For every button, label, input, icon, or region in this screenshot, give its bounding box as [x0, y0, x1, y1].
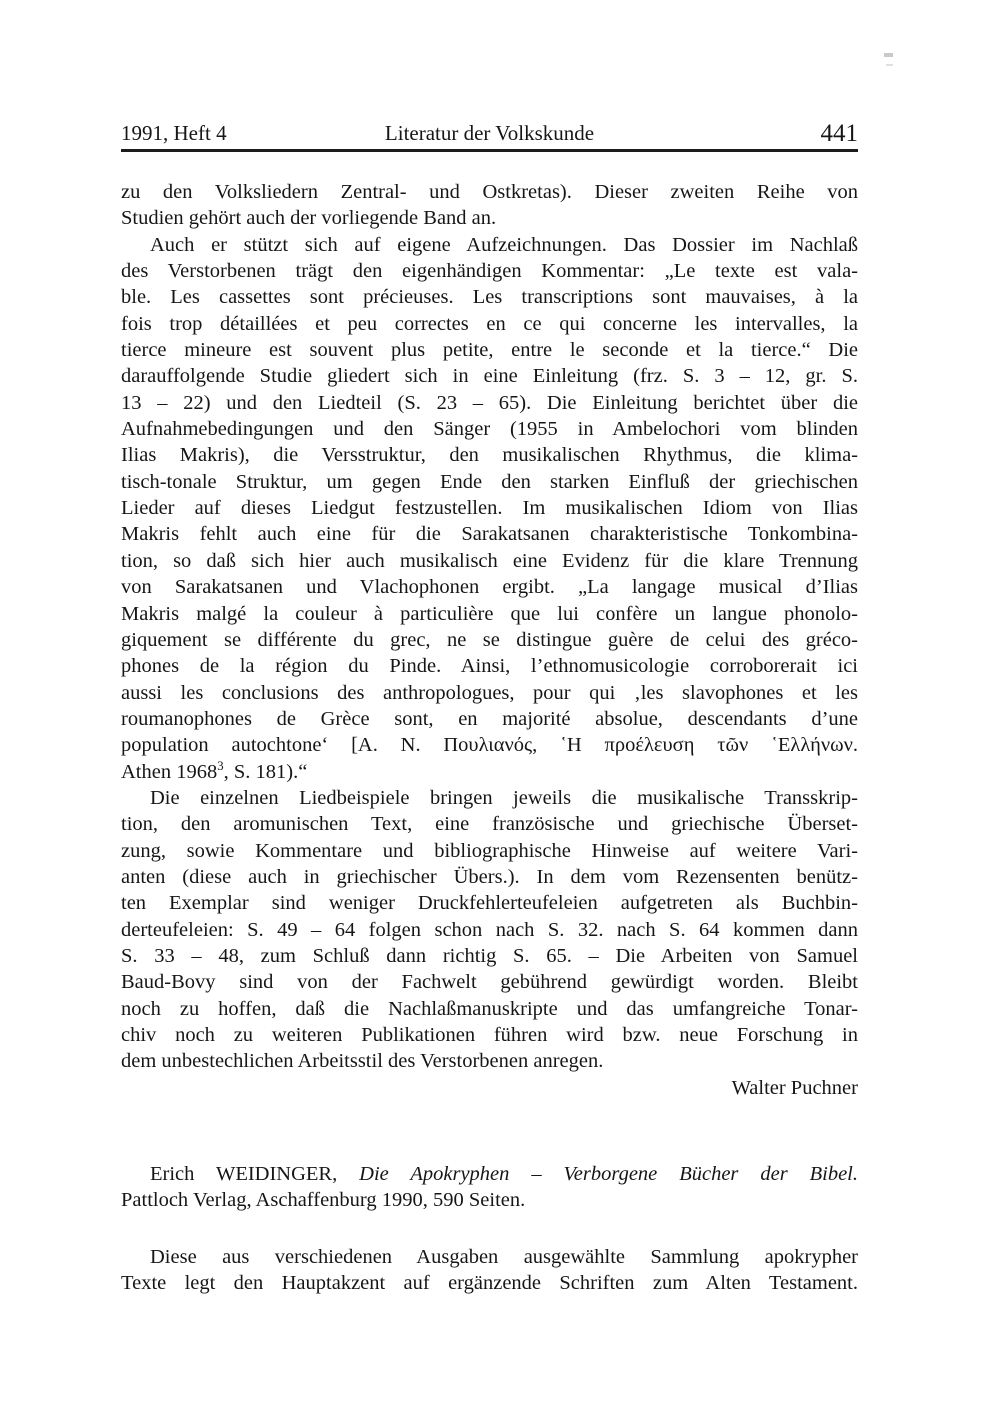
scan-artifact [884, 53, 893, 57]
signature-line: Walter Puchner [731, 1076, 858, 1099]
text-line: Makris malgé la couleur à particulière que lui confère un langue phonolo- [121, 602, 858, 625]
scan-artifact [886, 64, 893, 66]
text-line: Diese aus verschiedenen Ausgaben ausgewählte Sammlung apokrypher [150, 1245, 858, 1268]
page-header [121, 120, 858, 146]
text-line: chiv noch zu weiteren Publikationen führen wird bzw. neue Forschung in [121, 1024, 858, 1046]
text-line: Baud-Bovy sind von der Fachwelt gebührend gewürdigt worden. Bleibt [121, 971, 858, 994]
text-line: phones de la région du Pinde. Ainsi, l’ethnomusicologie corroborerait ici [121, 655, 858, 678]
text-line: Athen 1968$^3$, S. 181).“ [121, 758, 308, 783]
text-line: zung, sowie Kommentare und bibliographische Hinweise auf weitere Vari- [121, 839, 858, 862]
text-column [121, 179, 858, 1296]
text-line: anten (diese auch in griechischer Übers.). In dem vom Rezensenten benütz- [121, 865, 858, 888]
header-rule [121, 149, 858, 152]
text-line: ten Exemplar sind weniger Druckfehlerteufeleien aufgetreten als Buchbin- [121, 892, 858, 915]
text-line: aussi les conclusions des anthropologues, pour qui ‚les slavophones et les [121, 681, 858, 704]
text-line: tisch-tonale Struktur, um gegen Ende den starken Einfluß der griechischen [121, 470, 858, 493]
header-page-number: 441 [820, 120, 858, 147]
text-line: Makris fehlt auch eine für die Sarakatsanen charakteristische Tonkombina- [121, 523, 858, 546]
text-line: Studien gehört auch der vorliegende Band an. [121, 207, 497, 230]
text-line: Erich WEIDINGER, Die Apokryphen – Verborgene Bücher der Bibel. [150, 1163, 858, 1186]
text-line: Ilias Makris), die Versstruktur, den musikalischen Rhythmus, die klima- [121, 444, 858, 467]
text-line: tion, den aromunischen Text, eine französische und griechische Überset- [121, 813, 858, 836]
text-line: S. 33 – 48, zum Schluß dann richtig S. 65. – Die Arbeiten von Samuel [121, 944, 858, 967]
text-line: tion, so daß sich hier auch musikalisch eine Evidenz für die klare Trennung [121, 549, 858, 572]
text-line: roumanophones de Grèce sont, en majorité absolue, descendants d’une [121, 707, 858, 730]
text-line: fois trop détaillées et peu correctes en ce qui concerne les intervalles, la [121, 312, 858, 335]
header-journal-title: Literatur der Volkskunde [384, 121, 595, 145]
text-line: tierce mineure est souvent plus petite, entre le seconde et la tierce.“ Die [121, 339, 858, 362]
text-line: Auch er stützt sich auf eigene Aufzeichnungen. Das Dossier im Nachlaß [150, 233, 858, 256]
text-line: Pattloch Verlag, Aschaffenburg 1990, 590 Seiten. [121, 1189, 526, 1212]
text-line: ble. Les cassettes sont précieuses. Les transcriptions sont mauvaises, à la [121, 286, 858, 309]
text-line: zu den Volksliedern Zentral- und Ostkretas). Dieser zweiten Reihe von [121, 181, 858, 203]
text-line: Die einzelnen Liedbeispiele bringen jeweils die musikalische Transskrip- [150, 786, 858, 809]
text-line: giquement se différente du grec, ne se distingue guère de celui des gréco- [121, 628, 858, 651]
text-line: Lieder auf dieses Liedgut festzustellen. Im musikalischen Idiom von Ilias [121, 497, 858, 520]
text-line: des Verstorbenen trägt den eigenhändigen Kommentar: „Le texte est vala- [121, 260, 858, 283]
text-line: 13 – 22) und den Liedteil (S. 23 – 65). Die Einleitung berichtet über die [121, 391, 858, 414]
text-line: Aufnahmebedingungen und den Sänger (1955 in Ambelochori vom blinden [121, 418, 858, 441]
text-line: population autochtone‘ [A. N. Πουλιανός, ῾Η προέλευση τῶν ῾Ελλήνων. [121, 734, 858, 757]
text-line: darauffolgende Studie gliedert sich in eine Einleitung (frz. S. 3 – 12, gr. S. [121, 365, 858, 388]
text-line: dem unbestechlichen Arbeitsstil des Verstorbenen anregen. [121, 1050, 604, 1073]
header-issue: 1991, Heft 4 [121, 121, 227, 145]
text-line: Texte legt den Hauptakzent auf ergänzende Schriften zum Alten Testament. [121, 1272, 858, 1295]
text-line: derteufeleien: S. 49 – 64 folgen schon nach S. 32. nach S. 64 kommen dann [121, 918, 858, 941]
text-line: von Sarakatsanen und Vlachophonen ergibt. „La langage musical d’Ilias [121, 576, 858, 599]
text-line: noch zu hoffen, daß die Nachlaßmanuskripte und das umfangreiche Tonar- [121, 997, 858, 1020]
